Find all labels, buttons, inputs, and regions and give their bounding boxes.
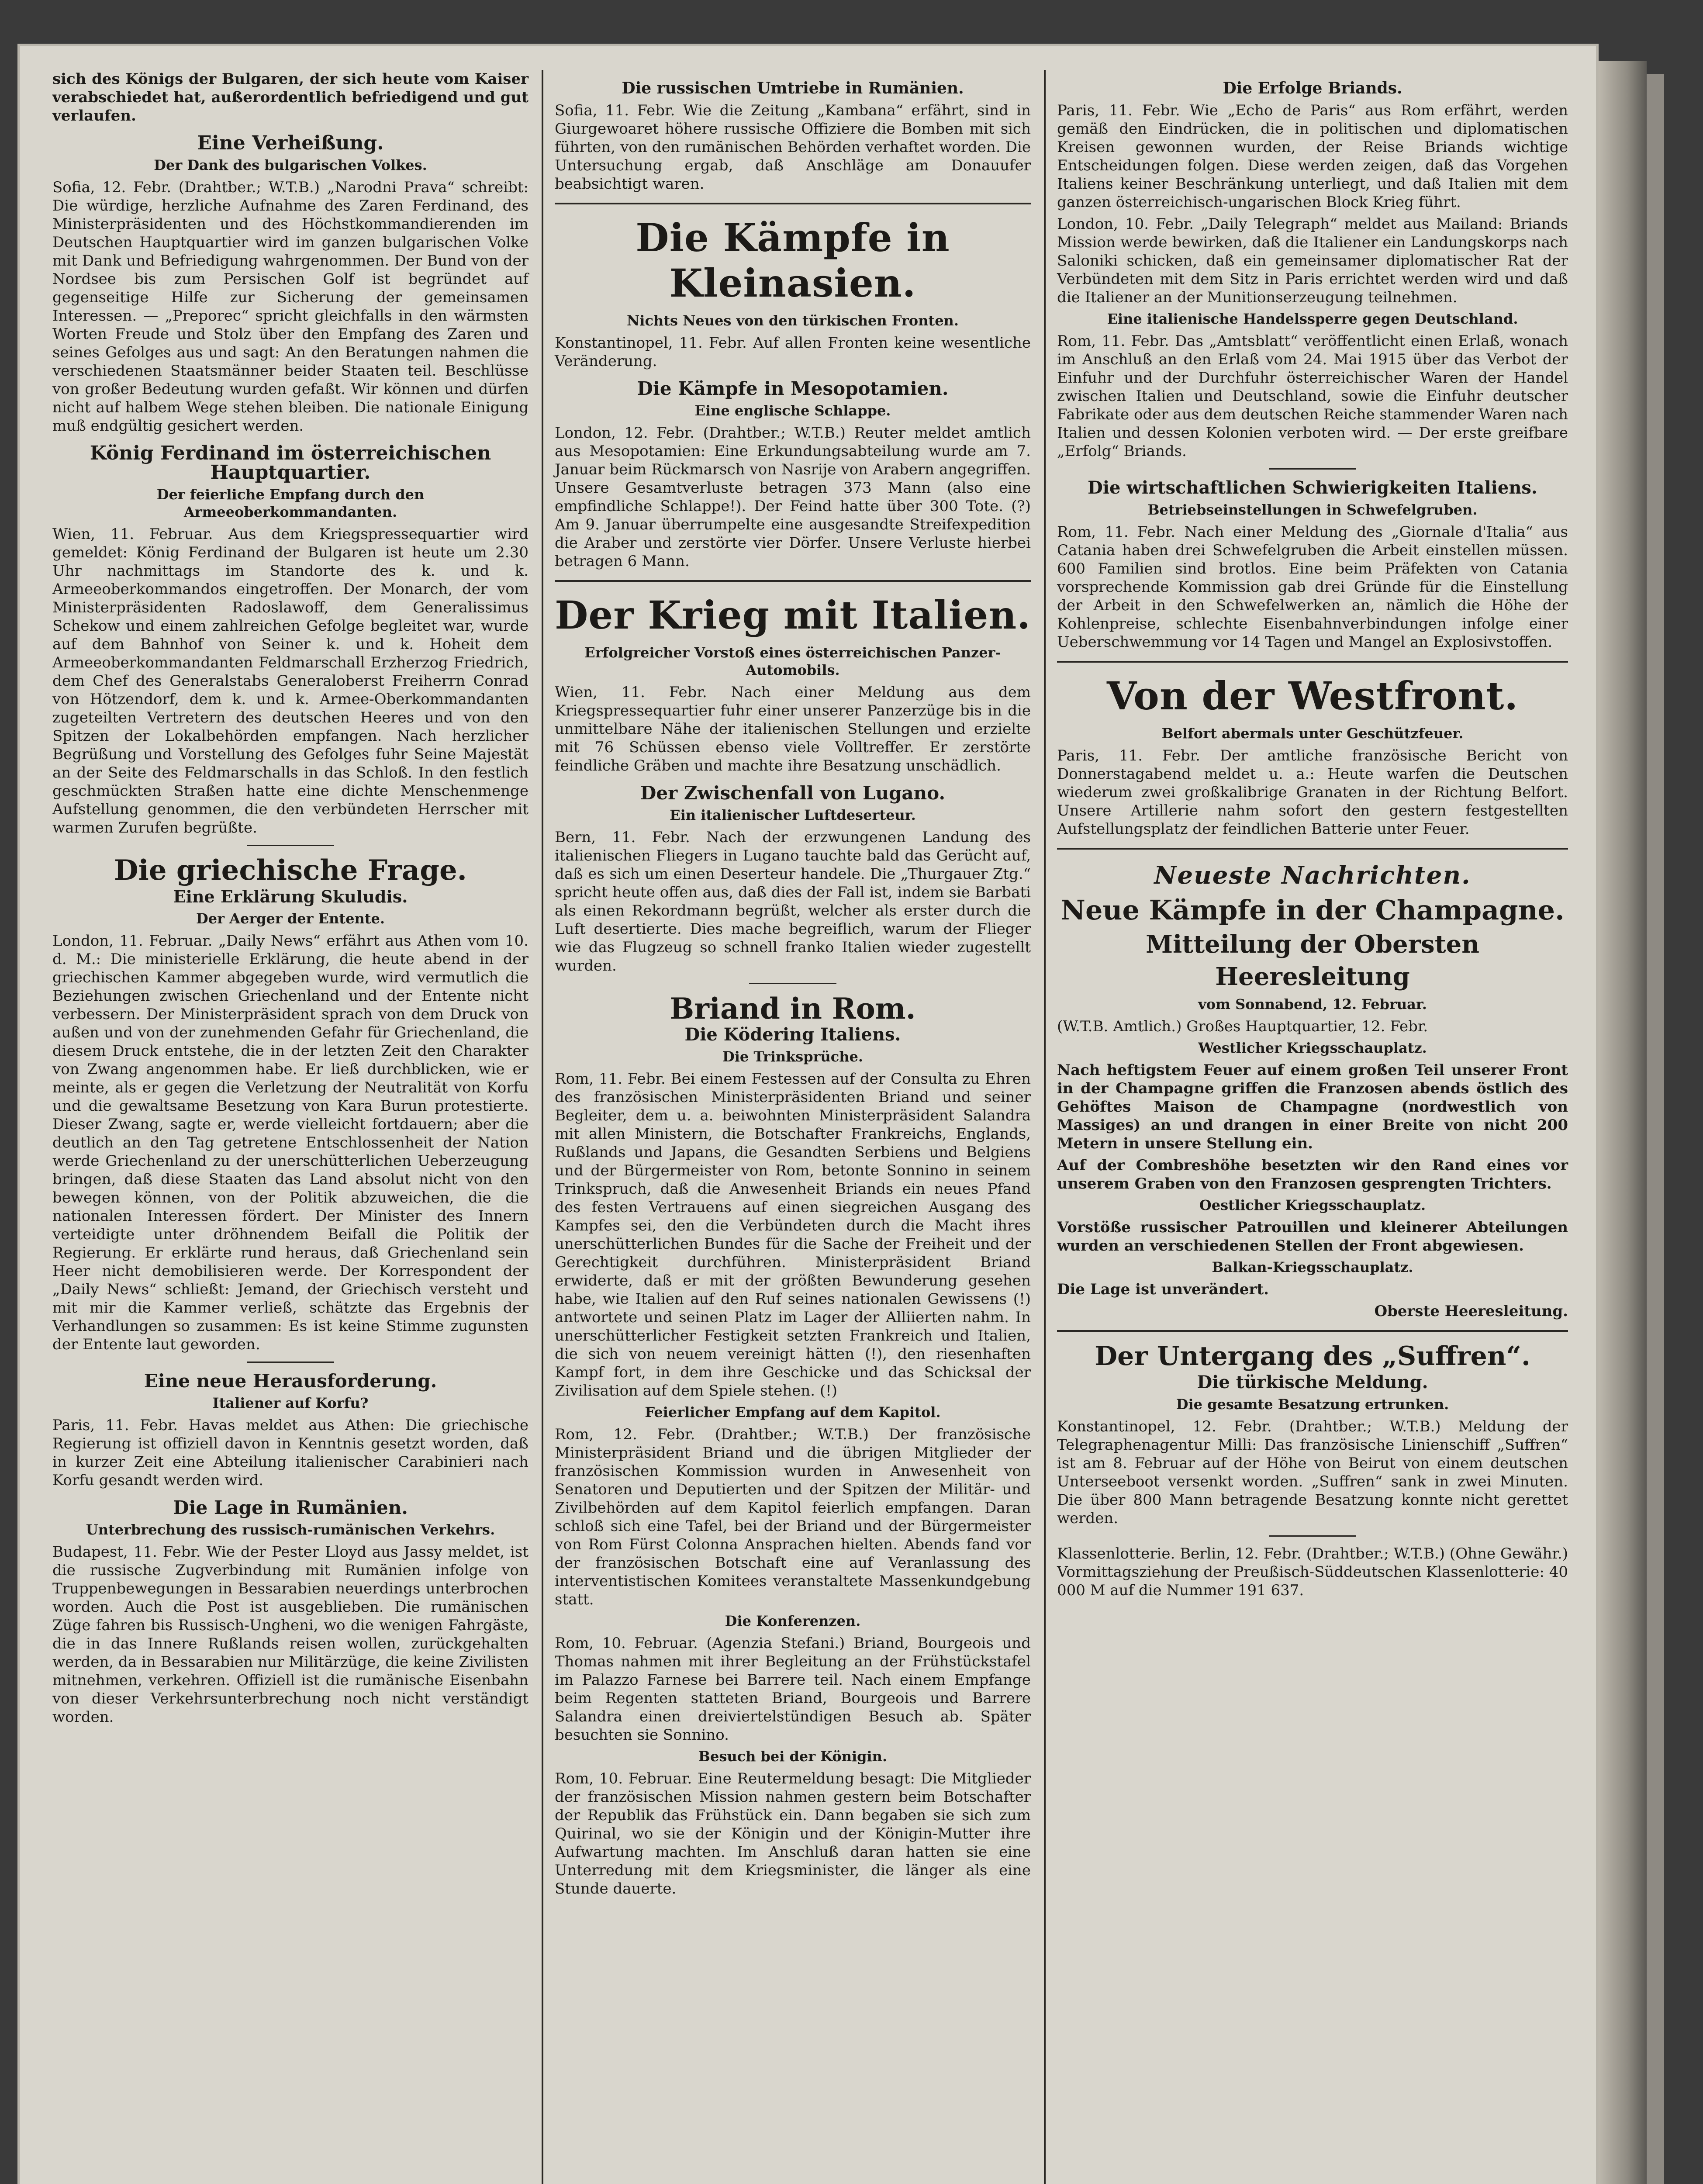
headline: Briand in Rom. [670,992,916,1026]
headline: Die wirtschaftlichen Schwierigkeiten Italiens. [1088,477,1537,498]
separator [247,1362,334,1363]
headline: Die griechische Frage. [114,854,467,887]
subheadline: Italiener auf Korfu? [212,1395,369,1411]
separator [247,845,334,846]
subheadline: Feierlicher Empfang auf dem Kapitol. [645,1404,941,1420]
article-text: London, 12. Febr. (Drahtber.; W.T.B.) Reuter meldet amtlich aus Mesopotamien: Eine Erkundungsabteilung wurde am 7. Januar beim Rückmarsch von Nasrije von Arabern angegriffen. Unsere Gesamtverluste betragen 373 Mann (also eine empfindliche Schlappe!). Der Feind hatte über 300 Tote. (?) Am 9. Januar überrumpelte eine ausgesandte Streifexpedition die Araber und zerstörte vier Dörfer. Unsere Verluste hierbei betragen 6 Mann. [555,424,1031,570]
article-text: Sofia, 12. Febr. (Drahtber.; W.T.B.) „Narodni Prava“ schreibt: Die würdige, herzliche Aufnahme des Zaren Ferdinand, des Ministerpräsidenten und des Höchstkommandierenden im Deutschen Hauptquartier wird im ganzen bulgarischen Volke mit Dank und Befriedigung wahrgenommen. Der Bund von der Nordsee bis zum Persischen Golf ist begründet auf gegenseitige Hilfe zur Sicherung der gemeinsamen Interessen. — „Preporec“ spricht gleichfalls in den wärmsten Worten Freude und Stolz über den Empfang des Zaren und seines Gefolges aus und sagt: An den Beratungen nahmen die verschiedenen Staatsmänner beider Staaten teil. Beschlüsse von großer Bedeutung wurden gefaßt. Wir können und dürfen nicht auf halbem Wege stehen bleiben. Die nationale Einigung muß endgültig gesichert werden. [52,179,529,435]
headline: Eine Verheißung. [197,132,384,154]
article-text: London, 11. Februar. „Daily News“ erfährt aus Athen vom 10. d. M.: Die ministerielle Erklärung, die heute abend in der griechischen Kammer abgegeben wurde, wird vermutlich die Beziehungen zwischen Griechenland und der Entente nicht verbessern. Der Ministerpräsident sprach von dem Druck von außen und von der zunehmenden Gefahr für Griechenland, die diesem Druck entstehe, die in der letzten Zeit den Charakter von Zwang angenommen habe. Er ließ durchblicken, wie er meinte, als er gegen die Verletzung der Neutralität von Korfu und die gewaltsame Besetzung von Kara Burun protestierte. Dieser Zwang, sagte er, werde vielleicht fortdauern; aber die deutlich an den Tag getretene Entschlossenheit der Nation werde Griechenland zu der unerschütterlichen Ueberzeugung bringen, daß diese Staaten das Land absolut nicht von den bewegen können, von der Politik abzuweichen, die die nationalen Interessen fördert. Der Minister des Innern verteidigte unter dröhnendem Beifall die Politik der Regierung. Er erklärte rund heraus, daß Griechenland sein Heer nicht demobilisieren werde. Der Korrespondent der „Daily News“ schließt: Jemand, der Griechisch versteht und mit mir die Kammer verließ, schätzte das Ergebnis der Verhandlungen so zusammen: Es ist keine Stimme zugunsten der Entente laut geworden. [52,932,529,1353]
subheadline: Der Aerger der Entente. [196,910,385,927]
book-edge [1647,74,1664,2184]
subheadline: Eine englische Schlappe. [694,402,891,419]
signature: Oberste Heeresleitung. [1374,1303,1568,1320]
headline: Eine neue Herausforderung. [144,1370,437,1392]
article-text: Paris, 11. Febr. Der amtliche französische Bericht von Donnerstagabend meldet u. a.: Heute warfen die Deutschen wiederum zwei großkalibrige Granaten in der Richtung Belfort. Unsere Artillerie nahm sofort den gestern festgestellten Aufstellungsplatz der feindlichen Batterie unter Feuer. [1057,747,1568,838]
page-edge [1599,61,1647,2184]
headline: König Ferdinand im österreichischen Hauptquartier. [90,442,491,484]
subheadline: Die Ködering Italiens. [684,1024,901,1045]
article-text: Klassenlotterie. Berlin, 12. Febr. (Drahtber.; W.T.B.) (Ohne Gewähr.) Vormittagsziehung der Preußisch-Süddeutschen Klassenlotterie: 40 000 M auf die Nummer 191 637. [1057,1545,1568,1599]
column-1 [39,70,542,2184]
subheadline: Balkan-Kriegsschauplatz. [1212,1259,1413,1275]
headline: Der Untergang des „Suffren“. [1095,1341,1530,1372]
subheadline: Erfolgreicher Vorstoß eines österreichischen Panzer-Automobils. [584,644,1001,678]
separator [555,580,1031,582]
article-text: London, 10. Febr. „Daily Telegraph“ meldet aus Mailand: Briands Mission werde bewirken, daß die Italiener ein Landungskorps nach Saloniki schicken, daß ein gemeinsamer diplomatischer Rat der Verbündeten mit dem Sitz in Paris errichtet werden wird und daß die Italiener an der Munitionserzeugung teilnehmen. [1057,215,1568,306]
headline: Die Kämpfe in Kleinasien. [636,215,950,306]
headline: Neue Kämpfe in der Champagne. [1060,894,1565,926]
subheadline: Eine Erklärung Skuludis. [173,887,408,906]
headline: Die Erfolge Briands. [1223,79,1402,97]
subheadline: Westlicher Kriegsschauplatz. [1198,1040,1427,1056]
subheadline: Besuch bei der Königin. [698,1748,888,1765]
subheadline: Betriebseinstellungen in Schwefelgruben. [1147,501,1478,518]
article-text: Nach heftigstem Feuer auf einem großen Teil unserer Front in der Champagne griffen die Franzosen abends östlich des Gehöftes Maison de Champagne (nordwestlich von Massiges) an und drangen in einer Breite von nicht 200 Metern in unsere Stellung ein. [1057,1061,1568,1152]
separator [1057,1330,1568,1332]
article-text: Konstantinopel, 12. Febr. (Drahtber.; W.T.B.) Meldung der Telegraphenagentur Milli: Das französische Linienschiff „Suffren“ ist am 8. Februar auf der Höhe von Beirut von einem deutschen Unterseeboot versenkt worden. „Suffren“ sank in zwei Minuten. Die über 800 Mann betragende Besatzung konnte nicht gerettet werden. [1057,1418,1568,1527]
headline: Die Lage in Rumänien. [173,1497,408,1518]
article-text: Rom, 12. Febr. (Drahtber.; W.T.B.) Der französische Ministerpräsident Briand und die übrigen Mitglieder der französischen Kommission wurden in Anwesenheit von Senatoren und Deputierten und der Spitzen der Militär- und Zivilbehörden auf dem Kapitol feierlich empfangen. Daran schloß sich eine Tafel, bei der Briand und der Bürgermeister von Rom Fürst Colonna Ansprachen hielten. Abends fand vor der französischen Botschaft eine auf Veranlassung des interventistischen Komitees veranstaltete Massenkundgebung statt. [555,1426,1031,1608]
article-text: Die Lage ist unverändert. [1057,1281,1269,1298]
separator [1057,661,1568,663]
separator [1269,468,1356,470]
article-text: Rom, 11. Febr. Das „Amtsblatt“ veröffentlicht einen Erlaß, wonach im Anschluß an den Erlaß vom 24. Mai 1915 über das Verbot der Einfuhr und der Durchfuhr österreichischer Waren der Handel zwischen Italien und Deutschland, sowie die Einfuhr deutscher Fabrikate oder aus dem deutschen Reiche stammender Waren nach Italien und dessen Kolonien verboten wird. — Der erste greifbare „Erfolg“ Briands. [1057,332,1568,460]
article-text: Konstantinopel, 11. Febr. Auf allen Fronten keine wesentliche Veränderung. [555,334,1031,370]
article-text: (W.T.B. Amtlich.) Großes Hauptquartier, 12. Febr. [1057,1018,1428,1035]
article-text: Rom, 11. Febr. Bei einem Festessen auf der Consulta zu Ehren des französischen Ministerpräsidenten Briand und seiner Begleiter, dem u. a. beiwohnten Ministerpräsident Salandra mit allen Ministern, die Botschafter Frankreichs, Englands, Rußlands und Japans, die Gesandten Serbiens und Belgiens und der Bürgermeister von Rom, betonte Sonnino in seinem Trinkspruch, daß die Anwesenheit Briands ein neues Pfand des festen Vertrauens auf einen siegreichen Ausgang des Kampfes sei, den die Verbündeten durch die Macht ihres unerschütterlichen Bundes für die Sache der Freiheit und der Gerechtigkeit durchführen. Ministerpräsident Briand erwiderte, daß er mit der größten Bewunderung gesehen habe, wie Italien auf den Ruf seines nationalen Gewissens (!) antwortete und seinen Platz im Lager der Alliierten nahm. In unerschütterlicher Festigkeit setzten Frankreich und Italien, die sich von neuem vereinigt hätten (!), den riesenhaften Kampf fort, in dem ihre Geschicke und das Schicksal der Zivilisation auf dem Spiele stehen. (!) [555,1070,1031,1400]
column-2 [542,70,1044,2184]
headline: Der Krieg mit Italien. [555,592,1031,638]
subheadline: Oestlicher Kriegsschauplatz. [1199,1197,1426,1213]
subheadline: Die türkische Meldung. [1197,1372,1428,1393]
section-label: Neueste Nachrichten. [1154,861,1471,890]
newspaper-page [17,44,1599,2184]
headline: Der Zwischenfall von Lugano. [640,782,946,804]
headline: Mitteilung der Obersten Heeresleitung [1146,930,1479,991]
headline: Die Kämpfe in Mesopotamien. [637,378,949,399]
subheadline: Belfort abermals unter Geschützfeuer. [1161,725,1464,742]
article-text: Sofia, 11. Febr. Wie die Zeitung „Kambana“ erfährt, sind in Giurgewoaret höhere russische Offiziere die Bomben mit sich führten, von den rumänischen Behörden verhaftet worden. Die Untersuchung ergab, daß Anschläge am Donauufer beabsichtigt waren. [555,102,1031,193]
column-3 [1044,70,1581,2184]
article-text: Rom, 10. Februar. (Agenzia Stefani.) Briand, Bourgeois und Thomas nahmen mit ihrer Begleitung an der Frühstückstafel im Palazzo Farnese bei Barrere teil. Nach einem Empfange beim Regenten statteten Briand, Bourgeois und Barrere Salandra einen dreiviertelstündigen Besuch ab. Später besuchten sie Sonnino. [555,1635,1031,1744]
article-text: Wien, 11. Februar. Aus dem Kriegspressequartier wird gemeldet: König Ferdinand der Bulgaren ist heute um 2.30 Uhr nachmittags im Standorte des k. und k. Armeeoberkommandos eingetroffen. Der Monarch, der vom Ministerpräsidenten Radoslawoff, dem Generalissimus Schekow und einem zahlreichen Gefolge begleitet war, wurde auf dem Bahnhof von Seiner k. und k. Hoheit dem Armeeoberkommandanten Feldmarschall Erzherzog Friedrich, dem Chef des Generalstabs Generaloberst Freiherrn Conrad von Hötzendorf, dem k. und k. Armee-Oberkommandanten zugeteilten Vertretern des deutschen Heeres und von den Spitzen der Lokalbehörden empfangen. Nach herzlicher Begrüßung und Vorstellung des Gefolges fuhr Seine Majestät an der Seite des Feldmarschalls in das Schloß. In den festlich geschmückten Straßen hatte eine dichte Menschenmenge Aufstellung genommen, die den verbündeten Herrscher mit warmen Zurufen begrüßte. [52,525,529,836]
subheadline: vom Sonnabend, 12. Februar. [1198,996,1427,1013]
subheadline: Die Konferenzen. [725,1613,861,1629]
separator [749,983,836,984]
subheadline: Nichts Neues von den türkischen Fronten. [627,312,959,329]
subheadline: Der feierliche Empfang durch den Armeeoberkommandanten. [156,486,425,520]
separator [1269,1535,1356,1537]
separator [555,203,1031,204]
subheadline: Der Dank des bulgarischen Volkes. [154,157,427,173]
article-text: Auf der Combreshöhe besetzten wir den Rand eines vor unserem Graben von den Franzosen gesprengten Trichters. [1057,1157,1568,1192]
article-continuation: sich des Königs der Bulgaren, der sich heute vom Kaiser verabschiedet hat, außerordentlich befriedigend und gut verlaufen. [52,70,529,124]
article-text: Paris, 11. Febr. Wie „Echo de Paris“ aus Rom erfährt, werden gemäß den Eindrücken, die in politischen und diplomatischen Kreisen gewonnen wurden, der Reise Briands wichtige Entscheidungen folgen. Diese werden zeigen, daß das Vorgehen Italiens keiner Beschränkung unterliegt, und daß Italien mit dem ganzen österreichisch-ungarischen Block Krieg führt. [1057,102,1568,211]
article-text: Budapest, 11. Febr. Wie der Pester Lloyd aus Jassy meldet, ist die russische Zugverbindung mit Rumänien infolge von Truppenbewegungen in Bessarabien neuerdings unterbrochen worden. Auch die Post ist ausgeblieben. Die rumänischen Züge fahren bis Russisch-Ungheni, wo die wenigen Fahrgäste, die in das Innere Rußlands reisen wollen, zurückgehalten werden, da in Bessarabien nur Militärzüge, die keine Zivilisten mitnehmen, verkehren. Offiziell ist die rumänische Eisenbahn von dieser Verkehrsunterbrechung noch nicht verständigt worden. [52,1543,529,1726]
subheadline: Die gesamte Besatzung ertrunken. [1176,1396,1449,1413]
article-text: Wien, 11. Febr. Nach einer Meldung aus dem Kriegspressequartier fuhr einer unserer Panzerzüge bis in die unmittelbare Nähe der italienischen Stellungen und erzielte mit 76 Schüssen ebenso viele Volltreffer. Er zerstörte feindliche Gräben und machte ihre Besatzung unschädlich. [555,684,1031,774]
article-text: Vorstöße russischer Patrouillen und kleinerer Abteilungen wurden an verschiedenen Stellen der Front abgewiesen. [1057,1219,1568,1254]
article-text: Rom, 10. Februar. Eine Reutermeldung besagt: Die Mitglieder der französischen Mission nahmen gestern beim Botschafter der Republik das Frühstück ein. Dann begaben sie sich zum Quirinal, wo sie der Königin und der Königin-Mutter ihre Aufwartung machten. Im Anschluß daran hatten sie eine Unterredung mit dem Kriegsminister, die länger als eine Stunde dauerte. [555,1770,1031,1897]
subheadline: Eine italienische Handelssperre gegen Deutschland. [1107,311,1518,327]
headline: Die russischen Umtriebe in Rumänien. [622,79,964,97]
article-text: Bern, 11. Febr. Nach der erzwungenen Landung des italienischen Fliegers in Lugano tauchte bald das Gerücht auf, daß es sich um einen Deserteur handele. Die „Thurgauer Ztg.“ spricht heute offen aus, daß dies der Fall ist, indem sie Barbati als einen Rekordmann begrüßt, welcher als erster durch die Luft desertierte. Dies mache begreiflich, warum der Flieger wie das Flugzeug so schnell franko Italien wieder zugestellt wurden. [555,829,1031,975]
separator [1057,848,1568,850]
article-text: Rom, 11. Febr. Nach einer Meldung des „Giornale d'Italia“ aus Catania haben drei Schwefelgruben die Arbeit einstellen müssen. 600 Familien sind brotlos. Eine beim Präfekten von Catania vorsprechende Kommission gab drei Gründe für die Einstellung der Arbeit in den Schwefelwerken an, nämlich die Höhe der Kohlenpreise, schlechte Eisenbahnverbindungen infolge einer Ueberschwemmung vor 14 Tagen und Mangel an Explosivstoffen. [1057,523,1568,651]
subheadline: Die Trinksprüche. [722,1048,864,1065]
subheadline: Ein italienischer Luftdeserteur. [670,807,916,823]
subheadline: Unterbrechung des russisch-rumänischen Verkehrs. [86,1521,495,1538]
headline: Von der Westfront. [1106,673,1519,719]
article-text: Paris, 11. Febr. Havas meldet aus Athen: Die griechische Regierung ist offiziell davon in Kenntnis gesetzt worden, daß in kurzer Zeit eine Abteilung italienischer Carabinieri nach Korfu gesandt werden wird. [52,1417,529,1489]
